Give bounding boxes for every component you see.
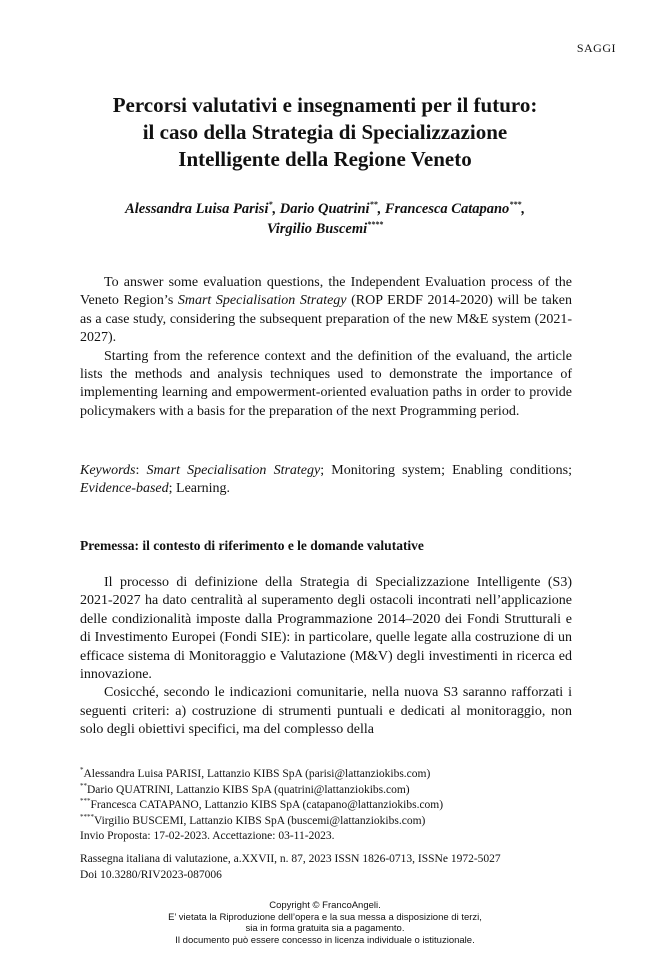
- abstract-emphasis: Smart Specialisation Strategy: [177, 293, 347, 309]
- body-text: [80, 574, 572, 740]
- footnote-mark: **: [80, 781, 87, 790]
- author-name: Francesca Catapano: [384, 201, 510, 217]
- footnote-text: Alessandra Luisa PARISI, Lattanzio KIBS SpA (parisi@lattanziokibs.com): [83, 768, 431, 780]
- footnote: [80, 814, 572, 830]
- footnotes: [80, 767, 572, 845]
- copyright-notice: [60, 900, 590, 946]
- footnote-text: Virgilio BUSCEMI, Lattanzio KIBS SpA (buscemi@lattanziokibs.com): [94, 814, 426, 827]
- keyword-emphasis: Evidence-based: [80, 481, 169, 497]
- footnote: [80, 767, 572, 783]
- submission-dates: Invio Proposta: 17-02-2023. Accettazione: 03-11-2023.: [80, 830, 335, 842]
- footnote: [80, 798, 572, 814]
- keywords-text: ; Monitoring system; Enabling conditions;: [320, 463, 573, 478]
- footnote: [80, 783, 572, 799]
- footnote-text: Dario QUATRINI, Lattanzio KIBS SpA (quatrini@lattanziokibs.com): [87, 783, 410, 796]
- title-line: Intelligente della Regione Veneto: [178, 147, 472, 171]
- author-name: Virgilio Buscemi: [266, 221, 368, 237]
- journal-info: [80, 852, 590, 883]
- keywords: [80, 462, 572, 499]
- keyword-emphasis: Smart Specialisation Strategy: [146, 463, 321, 478]
- running-head: SAGGI: [576, 41, 616, 55]
- keywords-label: Keywords: [80, 463, 136, 478]
- body-paragraph: Il processo di definizione della Strategia di Specializzazione Intelligente (S3) 2021-2027 ha dato centralità al superamento degli ostacoli incontrati nell’applicazione delle condizionalità imposte dalla Programmazione 2014–2020 dei Fondi Strutturali e di Investimento Europei (Fondi SIE): in particolare, quelle legate alla costruzione di un efficace sistema di Monitoraggio e Valutazione (M&V) degli investimenti in ricerca ed innovazione.: [80, 575, 572, 683]
- author-separator: ,: [377, 201, 385, 217]
- copyright-line: Copyright © FrancoAngeli.: [269, 900, 381, 911]
- keywords-colon: :: [135, 463, 147, 478]
- footnote-mark: *: [80, 766, 84, 775]
- copyright-line: sia in forma gratuita sia a pagamento.: [245, 923, 405, 934]
- doi: Doi 10.3280/RIV2023-087006: [80, 868, 222, 881]
- abstract-paragraph: Starting from the reference context and the definition of the evaluand, the article lists the methods and analysis techniques used to demonstrate the importance of implementing learning and empowerment-oriented evaluation paths in order to provide policymakers with a basis for the preparation of the next Programming period.: [80, 348, 572, 419]
- footnote-mark: ****: [80, 812, 94, 821]
- article-title: [60, 92, 590, 173]
- author-separator: ,: [521, 201, 525, 217]
- author-name: Alessandra Luisa Parisi: [125, 201, 269, 217]
- keywords-text: ; Learning.: [168, 481, 231, 497]
- section-heading: Premessa: il contesto di riferimento e le domande valutative: [80, 538, 424, 553]
- author-separator: ,: [272, 201, 280, 217]
- copyright-line: Il documento può essere concesso in licenza individuale o istituzionale.: [175, 934, 475, 946]
- author-name: Dario Quatrini: [279, 201, 370, 217]
- author-footnote-mark: ***: [509, 200, 522, 210]
- abstract-text: To answer some evaluation questions, the Independent Evaluation process of the Veneto Region’s: [80, 275, 572, 309]
- footnote-mark: ***: [80, 797, 91, 806]
- abstract: [80, 274, 572, 421]
- author-footnote-mark: ****: [367, 220, 384, 230]
- author-list: [60, 199, 590, 239]
- copyright-line: E’ vietata la Riproduzione dell’opera e la sua messa a disposizione di terzi,: [168, 911, 482, 923]
- title-line: Percorsi valutativi e insegnamenti per il futuro:: [112, 93, 538, 117]
- journal-citation: Rassegna italiana di valutazione, a.XXVII, n. 87, 2023 ISSN 1826-0713, ISSNe 1972-5027: [80, 853, 501, 865]
- author-footnote-mark: *: [268, 200, 273, 210]
- body-paragraph: Cosicché, secondo le indicazioni comunitarie, nella nuova S3 saranno rafforzati i seguenti criteri: a) costruzione di strumenti puntuali e dedicati al monitoraggio, non solo degli obiettivi specifici, ma del complesso della: [80, 685, 572, 738]
- author-footnote-mark: **: [369, 200, 378, 210]
- abstract-text: (ROP ERDF 2014-2020) will be taken as a case study, considering the subsequent preparation of the new M&E system (2021-2027).: [80, 293, 572, 346]
- abstract-paragraph: [80, 274, 572, 348]
- title-line: il caso della Strategia di Specializzazione: [142, 120, 508, 144]
- footnote-text: Francesca CATAPANO, Lattanzio KIBS SpA (catapano@lattanziokibs.com): [90, 799, 444, 811]
